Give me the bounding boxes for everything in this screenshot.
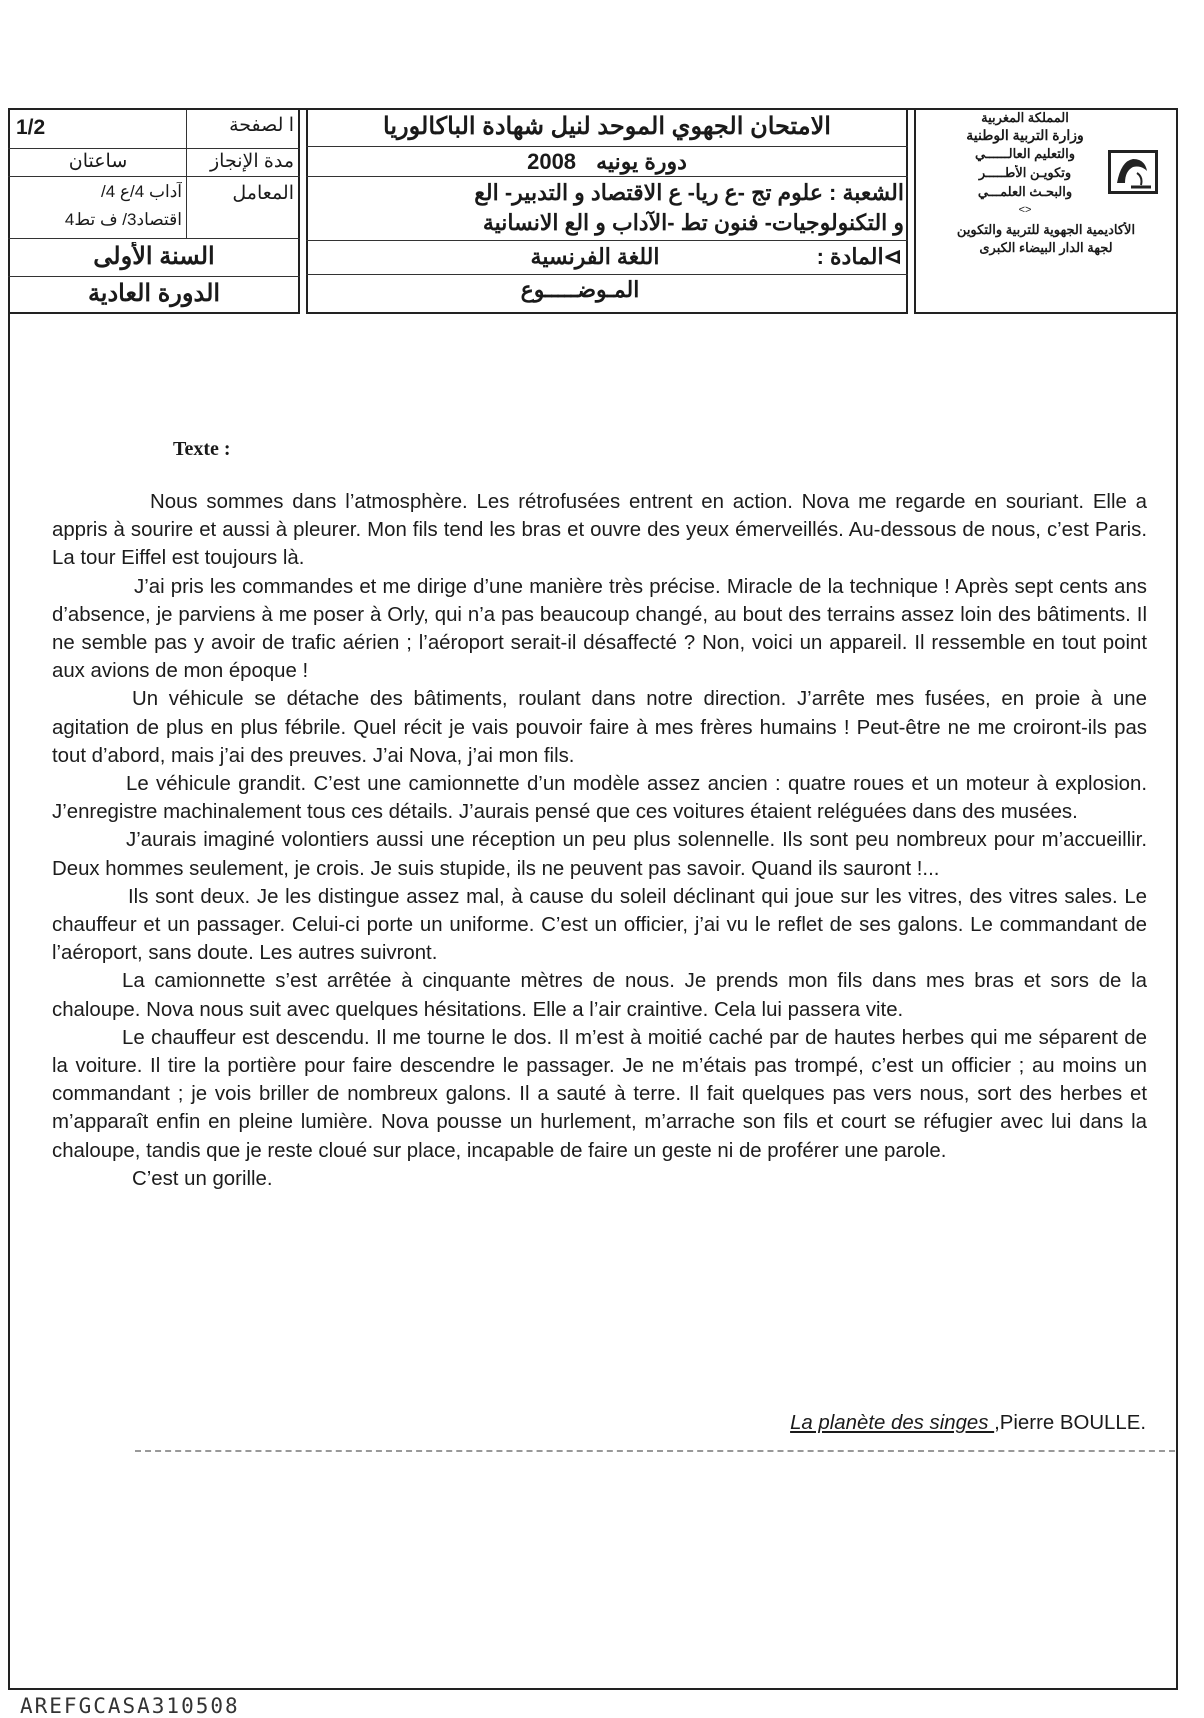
text-body xyxy=(52,488,1147,1193)
coefficient-value-1: آداب 4/ع 4/ xyxy=(100,182,182,201)
text-label: Texte : xyxy=(173,438,231,460)
document-code: AREFGCASA310508 xyxy=(20,1694,240,1718)
topic-heading: المـوضـــــوع xyxy=(520,277,640,302)
subject-value: اللغة الفرنسية xyxy=(530,244,660,269)
duration-label: مدة الإنجاز xyxy=(209,151,294,172)
paragraph-2: J’ai pris les commandes et me dirige d’une manière très précise. Miracle de la technique ! Après sept cents ans d’absence, je parviens à me poser à Orly, qui n’a pas beaucoup changé, au bout des terrains assez loin des bâtiments. Il ne semble pas y avoir de trafic aérien ; l’aéroport serait-il désaffecté ? Non, voici un appareil. Il ressemble en tout point aux avions de mon époque ! xyxy=(52,575,1147,683)
academy-logo-icon xyxy=(1108,150,1158,194)
exam-title: الامتحان الجهوي الموحد لنيل شهادة الباكالوريا xyxy=(383,113,831,140)
coefficient-value-2: اقتصاد3/ ف تط4 xyxy=(64,210,182,229)
academy-region: لجهة الدار البيضاء الكبرى xyxy=(979,240,1113,255)
ministry-line-5: والبحـث العلمـــي xyxy=(977,184,1073,199)
paragraph-3: Un véhicule se détache des bâtiments, roulant dans notre direction. J’arrête mes fusées, en proie à une agitation de plus en plus fébrile. Quel récit je vais pouvoir faire à mes frères humains ! Peut-être ne me croiront-ils pas tout d’abord, mais j’ai des preuves. J’ai Nova, j’ai mon fils. xyxy=(52,688,1147,767)
year-level: السنة الأولى xyxy=(93,243,215,270)
source-citation xyxy=(790,1412,1146,1435)
ministry-line-1: المملكة المغربية xyxy=(981,110,1069,125)
exam-session xyxy=(310,149,904,175)
paragraph-4: Le véhicule grandit. C’est une camionnette d’un modèle assez ancien : quatre roues et un moteur à explosion. J’enregistre machinalement tous ces détails. J’aurais pensé que ces voitures étaient reléguées dans des musées. xyxy=(52,773,1147,824)
ministry-line-4: وتكويـن الأطـــــر xyxy=(978,165,1072,180)
book-title: La planète des singes xyxy=(790,1412,995,1434)
exam-branch-line-1: الشعبة : علوم تج -ع ريا- ع الاقتصاد و التدبير- الع xyxy=(474,180,904,205)
paragraph-5: J’aurais imaginé volontiers aussi une réception un peu plus solennelle. Ils sont peu nombreux pour m’accueillir. Deux hommes seulement, je crois. Je suis stupide, ils ne peuvent pas savoir. Quand ils sauront !... xyxy=(52,829,1147,880)
academy-name: الأكاديمية الجهوية للتربية والتكوين xyxy=(956,222,1136,237)
exam-session-label: دورة يونيه xyxy=(596,149,687,174)
paragraph-8: Le chauffeur est descendu. Il me tourne le dos. Il m’est à moitié caché par de hautes herbes qui me séparent de la voiture. Il tire la portière pour faire descendre le passager. Je ne m’étais pas trompé, c’est un officier ; au moins un commandant ; je vois briller de nombreux galons. Il a sauté à terre. Il fait quelques pas vers nous, sort des herbes et m’apparaît enfin en pleine lumière. Nova pousse un hurlement, m’arrache son fils et court se réfugier avec lui dans la chaloupe, tandis que je reste cloué sur place, incapable de faire un geste ni de proférer une parole. xyxy=(52,1026,1147,1162)
page-label: ا لصفحة xyxy=(229,115,294,136)
duration-value: ساعتان xyxy=(68,151,128,172)
separator-dashes xyxy=(135,1450,1175,1454)
ministry-line-3: والتعليم العالــــــي xyxy=(975,146,1075,161)
subject-label: ⊳المادة : xyxy=(816,244,902,269)
session-type: الدورة العادية xyxy=(87,280,221,307)
paragraph-1: Nous sommes dans l’atmosphère. Les rétrofusées entrent en action. Nova me regarde en souriant. Elle a appris à sourire et aussi à pleurer. Mon fils tend les bras et ouvre des yeux émerveillés. Au-dessous de nous, c’est Paris. La tour Eiffel est toujours là. xyxy=(52,491,1147,570)
coefficient-label: المعامل xyxy=(232,183,294,204)
paragraph-6: Ils sont deux. Je les distingue assez mal, à cause du soleil déclinant qui joue sur les vitres, des vitres sales. Le chauffeur et un passager. Celui-ci porte un uniforme. C’est un officier, j’ai vu le reflet de ses galons. Le commandant de l’aéroport, sans doute. Les autres suivront. xyxy=(52,885,1147,965)
page-number: 1/2 xyxy=(16,116,46,139)
ministry-line-2: وزارة التربية الوطنية xyxy=(966,127,1084,143)
exam-branch-line-2: و التكنولوجيات- فنون تط -الآداب و الع الانسانية xyxy=(482,210,904,235)
paragraph-9: C’est un gorille. xyxy=(132,1167,273,1190)
ministry-line-6: <> xyxy=(1018,204,1032,216)
paragraph-7: La camionnette s’est arrêtée à cinquante mètres de nous. Je prends mon fils dans mes bras et sors de la chaloupe. Nova nous suit avec quelques hésitations. Elle a l’air craintive. Cela lui passera vite. xyxy=(52,970,1147,1021)
book-author: ,Pierre BOULLE. xyxy=(994,1412,1146,1434)
exam-year: 2008 xyxy=(527,149,577,174)
